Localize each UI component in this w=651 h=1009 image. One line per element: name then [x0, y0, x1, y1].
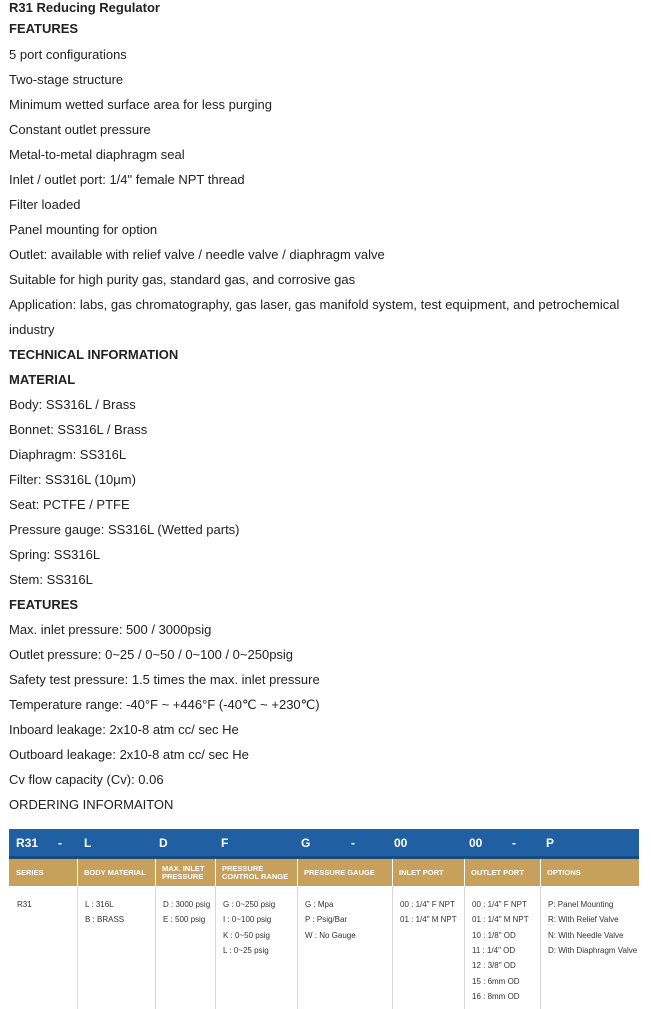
- column-divider: [215, 886, 216, 1009]
- option-pressure-control-range: K : 0~50 psig: [223, 930, 270, 940]
- spec-item: Inboard leakage: 2x10-8 atm cc/ sec He: [9, 722, 239, 737]
- spec-item: Outlet pressure: 0~25 / 0~50 / 0~100 / 0~250psig: [9, 647, 294, 662]
- option-inlet-port: 00 : 1/4" F NPT: [400, 900, 455, 909]
- option-outlet-port: 16 : 8mm OD: [472, 991, 520, 1001]
- column-divider: [155, 886, 156, 1009]
- features-heading: FEATURES: [9, 21, 79, 36]
- option-inlet-port: 01 : 1/4" M NPT: [400, 915, 457, 925]
- header-divider: [155, 859, 156, 886]
- code-dash: -: [351, 836, 355, 850]
- material-item: Stem: SS316L: [9, 572, 93, 587]
- specs-list: [9, 617, 639, 792]
- option-outlet-port: 15 : 6mm OD: [472, 976, 520, 986]
- option-outlet-port: 01 : 1/4" M NPT: [472, 915, 529, 925]
- header-divider: [392, 859, 393, 886]
- option-outlet-port: 12 : 3/8" OD: [472, 961, 516, 971]
- code-dash: -: [58, 836, 62, 850]
- header-inlet-port: INLET PORT: [399, 867, 444, 877]
- code-series: R31: [16, 836, 39, 850]
- option-options: R: With Relief Valve: [548, 915, 619, 925]
- header-divider: [464, 859, 465, 886]
- option-body-material: B : BRASS: [85, 915, 125, 925]
- ordering-heading: ORDERING INFORMAITON: [9, 797, 174, 812]
- feature-item: Panel mounting for option: [9, 222, 158, 237]
- option-options: D: With Diaphragm Valve: [548, 945, 638, 955]
- spec-item: Max. inlet pressure: 500 / 3000psig: [9, 622, 212, 637]
- features-list: [9, 42, 639, 342]
- header-options: OPTIONS: [547, 867, 581, 877]
- code-control-range: F: [221, 836, 229, 850]
- material-heading: MATERIAL: [9, 372, 76, 387]
- code-inlet-port: 00: [394, 836, 408, 850]
- spec-item: Outboard leakage: 2x10-8 atm cc/ sec He: [9, 747, 249, 762]
- option-outlet-port: 11 : 1/4" OD: [472, 945, 516, 955]
- code-body-material: L: [84, 836, 92, 850]
- option-series: R31: [17, 900, 32, 909]
- option-max-inlet-pressure: D : 3000 psig: [163, 900, 211, 909]
- header-outlet-port: OUTLET PORT: [471, 867, 524, 877]
- feature-item: Application: labs, gas chromatography, gas laser, gas manifold system, test equipment, and petrochemical industry: [9, 297, 620, 337]
- code-pressure-gauge: G: [301, 836, 311, 850]
- header-max-inlet-pressure: MAX. INLET PRESSURE: [162, 863, 205, 881]
- material-item: Seat: PCTFE / PTFE: [9, 497, 130, 512]
- feature-item: Inlet / outlet port: 1/4" female NPT thread: [9, 172, 245, 187]
- code-dash: -: [512, 836, 516, 850]
- feature-item: Two-stage structure: [9, 72, 124, 87]
- spec-item: Safety test pressure: 1.5 times the max. inlet pressure: [9, 672, 320, 687]
- material-item: Diaphragm: SS316L: [9, 447, 127, 462]
- feature-item: Constant outlet pressure: [9, 122, 151, 137]
- header-series: SERIES: [16, 867, 44, 877]
- option-options: N: With Needle Valve: [548, 930, 624, 940]
- header-divider: [77, 859, 78, 886]
- materials-list: [9, 392, 639, 592]
- material-item: Body: SS316L / Brass: [9, 397, 136, 412]
- header-divider: [297, 859, 298, 886]
- material-item: Bonnet: SS316L / Brass: [9, 422, 148, 437]
- option-pressure-control-range: L : 0~25 psig: [223, 945, 269, 955]
- code-outlet-port: 00: [469, 836, 483, 850]
- option-pressure-gauge: G : Mpa: [305, 900, 334, 909]
- ordering-table: [9, 829, 639, 1009]
- ordering-code-bar: [9, 829, 639, 856]
- product-description: [9, 0, 639, 817]
- feature-item: 5 port configurations: [9, 47, 127, 62]
- material-item: Spring: SS316L: [9, 547, 101, 562]
- option-pressure-gauge: P : Psig/Bar: [305, 915, 348, 925]
- material-item: Filter: SS316L (10μm): [9, 472, 136, 487]
- header-divider: [215, 859, 216, 886]
- spec-item: Temperature range: -40°F ~ +446°F (-40℃ ~ +230℃): [9, 697, 320, 712]
- option-pressure-control-range: G : 0~250 psig: [223, 900, 276, 909]
- column-divider: [392, 886, 393, 1009]
- feature-item: Filter loaded: [9, 197, 81, 212]
- header-pressure-control-range: PRESSURE CONTROL RANGE: [222, 863, 289, 881]
- column-divider: [297, 886, 298, 1009]
- option-outlet-port: 00 : 1/4" F NPT: [472, 900, 527, 909]
- option-pressure-control-range: I : 0~100 psig: [223, 915, 272, 925]
- header-pressure-gauge: PRESSURE GAUGE: [304, 867, 375, 877]
- code-options: P: [546, 836, 555, 850]
- feature-item: Metal-to-metal diaphragm seal: [9, 147, 185, 162]
- option-body-material: L : 316L: [85, 900, 114, 909]
- column-divider: [540, 886, 541, 1009]
- option-outlet-port: 10 : 1/8" OD: [472, 930, 516, 940]
- product-title: R31 Reducing Regulator: [9, 0, 160, 15]
- code-max-inlet: D: [159, 836, 168, 850]
- header-body-material: BODY MATERIAL: [84, 867, 146, 877]
- feature-item: Minimum wetted surface area for less purging: [9, 97, 273, 112]
- spec-item: Cv flow capacity (Cv): 0.06: [9, 772, 164, 787]
- technical-heading: TECHNICAL INFORMATION: [9, 347, 179, 362]
- option-max-inlet-pressure: E : 500 psig: [163, 915, 206, 925]
- column-divider: [464, 886, 465, 1009]
- material-item: Pressure gauge: SS316L (Wetted parts): [9, 522, 240, 537]
- column-divider: [77, 886, 78, 1009]
- features2-heading: FEATURES: [9, 597, 79, 612]
- option-options: P: Panel Mounting: [548, 900, 614, 909]
- option-pressure-gauge: W : No Gauge: [305, 930, 356, 940]
- feature-item: Suitable for high purity gas, standard gas, and corrosive gas: [9, 272, 356, 287]
- feature-item: Outlet: available with relief valve / needle valve / diaphragm valve: [9, 247, 385, 262]
- header-divider: [540, 859, 541, 886]
